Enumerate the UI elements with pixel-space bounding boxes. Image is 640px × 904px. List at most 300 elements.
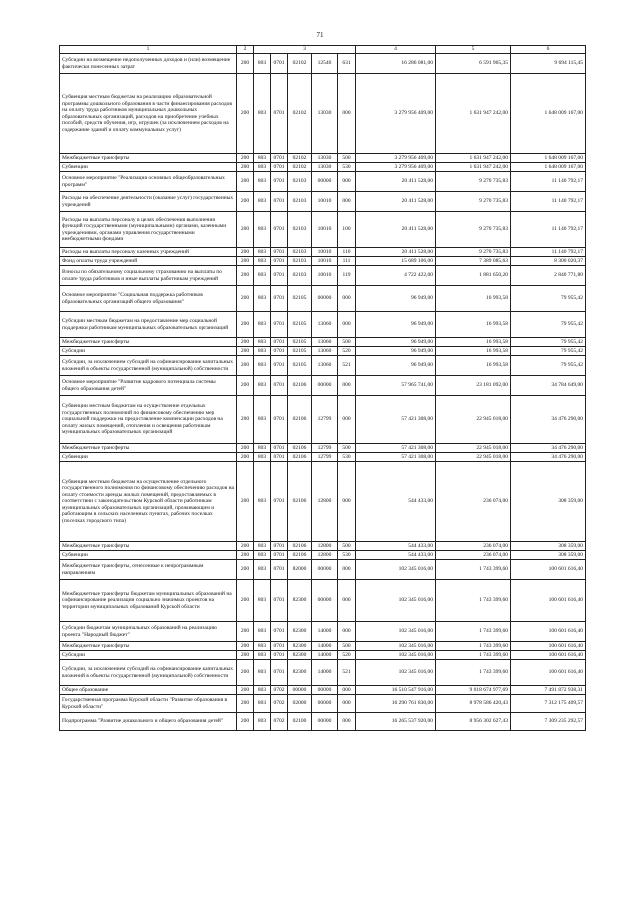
code-cs-a: 02100: [288, 713, 312, 731]
code-cs-b: 12540: [312, 54, 338, 74]
code-cs-a: 02106: [288, 396, 312, 444]
amount-executed: 1 881 650,20: [436, 266, 511, 286]
code-cs-a: 82000: [288, 560, 312, 580]
code-vr: 500: [338, 642, 356, 651]
amount-remaining: 1 648 009 167,00: [511, 154, 586, 163]
code-ved: 803: [254, 686, 271, 695]
amount-executed: 9 270 735,83: [436, 212, 511, 248]
code-ved: 803: [254, 248, 271, 257]
amount-remaining: 7 491 872 938,31: [511, 686, 586, 695]
row-name: Субсидии: [60, 651, 237, 660]
code-cs-a: 02102: [288, 54, 312, 74]
amount-executed: 6 591 965,35: [436, 54, 511, 74]
amount-plan: 544 433,00: [356, 551, 436, 560]
code-vr: 000: [338, 580, 356, 622]
code-gr: 200: [237, 312, 254, 338]
code-cs-b: 00000: [312, 286, 338, 312]
code-ved: 803: [254, 560, 271, 580]
code-vr: 000: [338, 560, 356, 580]
row-name: Межбюджетные трансферты: [60, 444, 237, 453]
code-vr: 000: [338, 286, 356, 312]
code-cs-a: 02106: [288, 444, 312, 453]
table-row: [60, 622, 586, 642]
amount-remaining: 100 601 616,40: [511, 651, 586, 660]
code-vr: 000: [338, 622, 356, 642]
code-vr: 000: [338, 312, 356, 338]
code-cs-b: 13030: [312, 163, 338, 172]
code-vr: 500: [338, 444, 356, 453]
table-row: [60, 347, 586, 356]
amount-executed: 1 631 947 242,00: [436, 74, 511, 154]
table-row: [60, 312, 586, 338]
row-name: Фонд оплаты труда учреждений: [60, 257, 237, 266]
code-vr: 000: [338, 695, 356, 713]
amount-plan: 57 421 308,00: [356, 396, 436, 444]
amount-plan: 102 345 016,00: [356, 642, 436, 651]
amount-executed: 236 074,00: [436, 542, 511, 551]
code-gr: 200: [237, 686, 254, 695]
table-row: [60, 192, 586, 212]
row-name: Межбюджетные трансферты: [60, 642, 237, 651]
amount-executed: 9 270 735,83: [436, 248, 511, 257]
code-cs-b: 13060: [312, 347, 338, 356]
code-rz: 0702: [271, 686, 288, 695]
code-vr: 521: [338, 356, 356, 376]
code-ved: 803: [254, 257, 271, 266]
code-gr: 200: [237, 551, 254, 560]
code-gr: 200: [237, 660, 254, 686]
code-vr: 530: [338, 453, 356, 462]
row-name: Общее образование: [60, 686, 237, 695]
code-gr: 200: [237, 642, 254, 651]
code-gr: 200: [237, 54, 254, 74]
code-cs-a: 82300: [288, 580, 312, 622]
row-name: Субвенция местным бюджетам на осуществление отдельного государственного полномочия по финансовому обеспечению расходов на оплату стоимости аренды жилых помещений, предоставляемых в соответствии с законодательством Курской области работникам муниципальных образовательных организаций, проживающим и работающим в сельских населенных пунктах, рабочих поселках (поселках городского типа): [60, 462, 237, 542]
table-row: [60, 542, 586, 551]
row-name: Подпрограмма "Развитие дошкольного и общего образования детей": [60, 713, 237, 731]
code-cs-a: 02106: [288, 542, 312, 551]
amount-plan: 102 345 016,00: [356, 660, 436, 686]
code-ved: 803: [254, 212, 271, 248]
code-cs-b: 00000: [312, 580, 338, 622]
code-cs-a: 82300: [288, 642, 312, 651]
amount-executed: 23 181 092,00: [436, 376, 511, 396]
code-ved: 803: [254, 376, 271, 396]
code-ved: 803: [254, 453, 271, 462]
code-ved: 803: [254, 338, 271, 347]
table-row: [60, 163, 586, 172]
code-cs-b: 00000: [312, 686, 338, 695]
row-name: Субсидии: [60, 347, 237, 356]
code-cs-a: 02103: [288, 172, 312, 192]
table-row: [60, 713, 586, 731]
row-name: Субвенции местным бюджетам на осуществление отдельных государственных полномочий по финансовому обеспечению мер социальной поддержки на предоставление компенсации расходов на оплату жилых помещений, отопления и освещения работникам муниципальных образовательных организаций: [60, 396, 237, 444]
amount-executed: 9 270 735,83: [436, 172, 511, 192]
amount-remaining: 79 955,42: [511, 338, 586, 347]
amount-executed: 16 993,58: [436, 286, 511, 312]
amount-remaining: 100 601 616,40: [511, 660, 586, 686]
amount-remaining: 7 312 175 409,57: [511, 695, 586, 713]
code-vr: 100: [338, 212, 356, 248]
code-rz: 0701: [271, 248, 288, 257]
amount-plan: 544 433,00: [356, 462, 436, 542]
amount-plan: 96 949,00: [356, 286, 436, 312]
code-vr: 000: [338, 686, 356, 695]
table-row: [60, 642, 586, 651]
amount-plan: 96 949,00: [356, 338, 436, 347]
code-gr: 200: [237, 347, 254, 356]
table-row: [60, 376, 586, 396]
code-rz: 0701: [271, 542, 288, 551]
code-rz: 0701: [271, 453, 288, 462]
code-rz: 0701: [271, 74, 288, 154]
code-cs-b: 10010: [312, 192, 338, 212]
header-row: [60, 46, 586, 54]
code-vr: 000: [338, 396, 356, 444]
amount-remaining: 100 601 616,40: [511, 560, 586, 580]
code-ved: 803: [254, 651, 271, 660]
amount-executed: 1 631 947 242,00: [436, 154, 511, 163]
code-cs-b: 12800: [312, 462, 338, 542]
amount-plan: 57 421 308,00: [356, 444, 436, 453]
amount-executed: 9 018 674 977,69: [436, 686, 511, 695]
code-cs-a: 02103: [288, 212, 312, 248]
code-rz: 0701: [271, 376, 288, 396]
code-cs-b: 12799: [312, 453, 338, 462]
code-gr: 200: [237, 257, 254, 266]
code-rz: 0701: [271, 660, 288, 686]
code-cs-a: 02106: [288, 453, 312, 462]
code-vr: 530: [338, 551, 356, 560]
code-cs-a: 02103: [288, 248, 312, 257]
code-gr: 200: [237, 338, 254, 347]
table-row: [60, 338, 586, 347]
amount-plan: 102 345 016,00: [356, 651, 436, 660]
amount-executed: 16 993,58: [436, 347, 511, 356]
header-col-1: 1: [60, 46, 237, 54]
code-vr: 110: [338, 248, 356, 257]
code-ved: 803: [254, 163, 271, 172]
amount-remaining: 100 601 616,40: [511, 642, 586, 651]
code-rz: 0701: [271, 212, 288, 248]
row-name: Субсидии бюджетам муниципальных образований на реализацию проекта "Народный бюджет": [60, 622, 237, 642]
code-rz: 0701: [271, 642, 288, 651]
code-cs-b: 13030: [312, 154, 338, 163]
amount-remaining: 8 300 020,37: [511, 257, 586, 266]
row-name: Субсидии, за исключением субсидий на софинансирование капитальных вложений в объекты государственной (муниципальной) собственности: [60, 356, 237, 376]
table-row: [60, 74, 586, 154]
code-ved: 803: [254, 462, 271, 542]
code-vr: 000: [338, 376, 356, 396]
code-cs-a: 02105: [288, 312, 312, 338]
amount-executed: 22 945 018,00: [436, 444, 511, 453]
amount-executed: 7 389 085,63: [436, 257, 511, 266]
amount-remaining: 1 648 009 167,00: [511, 163, 586, 172]
code-cs-a: 02105: [288, 338, 312, 347]
code-cs-b: 13060: [312, 356, 338, 376]
row-name: Основное мероприятие "Развитие кадрового потенциала системы общего образования детей": [60, 376, 237, 396]
code-rz: 0701: [271, 192, 288, 212]
table-row: [60, 257, 586, 266]
code-gr: 200: [237, 163, 254, 172]
table-row: [60, 660, 586, 686]
code-cs-a: 02106: [288, 551, 312, 560]
amount-remaining: 34 476 290,00: [511, 453, 586, 462]
code-gr: 200: [237, 542, 254, 551]
amount-executed: 22 945 018,00: [436, 453, 511, 462]
code-rz: 0701: [271, 651, 288, 660]
amount-plan: 96 949,00: [356, 312, 436, 338]
code-gr: 200: [237, 212, 254, 248]
table-row: [60, 462, 586, 542]
budget-table: [59, 45, 586, 731]
row-name: Субвенции: [60, 551, 237, 560]
code-ved: 803: [254, 356, 271, 376]
code-cs-a: 02102: [288, 74, 312, 154]
amount-executed: 236 074,00: [436, 462, 511, 542]
code-vr: 000: [338, 713, 356, 731]
row-name: Расходы на обеспечение деятельности (оказание услуг) государственных учреждений: [60, 192, 237, 212]
code-cs-b: 12800: [312, 551, 338, 560]
code-rz: 0701: [271, 312, 288, 338]
code-cs-b: 10010: [312, 212, 338, 248]
row-name: Субвенции: [60, 453, 237, 462]
amount-plan: 16 290 761 830,00: [356, 695, 436, 713]
code-ved: 803: [254, 312, 271, 338]
code-gr: 200: [237, 356, 254, 376]
row-name: Межбюджетные трансферты: [60, 154, 237, 163]
code-ved: 803: [254, 192, 271, 212]
code-ved: 803: [254, 622, 271, 642]
row-name: Расходы на выплаты персоналу казенных учреждений: [60, 248, 237, 257]
row-name: Основное мероприятие "Реализация основных общеобразовательных программ": [60, 172, 237, 192]
code-rz: 0701: [271, 580, 288, 622]
code-gr: 200: [237, 560, 254, 580]
code-gr: 200: [237, 695, 254, 713]
code-vr: 530: [338, 163, 356, 172]
code-cs-b: 14000: [312, 622, 338, 642]
code-ved: 803: [254, 695, 271, 713]
amount-plan: 3 279 956 409,00: [356, 154, 436, 163]
code-cs-a: 02105: [288, 347, 312, 356]
amount-remaining: 34 476 290,00: [511, 444, 586, 453]
table-row: [60, 651, 586, 660]
amount-plan: 16 286 081,00: [356, 54, 436, 74]
amount-remaining: 34 784 649,00: [511, 376, 586, 396]
code-vr: 521: [338, 660, 356, 686]
code-cs-b: 10010: [312, 266, 338, 286]
code-cs-b: 13030: [312, 74, 338, 154]
code-cs-a: 02000: [288, 695, 312, 713]
code-cs-b: 12799: [312, 444, 338, 453]
amount-plan: 20 411 528,00: [356, 212, 436, 248]
row-name: Государственная программа Курской области "Развитие образования в Курской области": [60, 695, 237, 713]
amount-plan: 544 433,00: [356, 542, 436, 551]
row-name: Межбюджетные трансферты: [60, 542, 237, 551]
amount-plan: 102 345 016,00: [356, 580, 436, 622]
code-vr: 520: [338, 347, 356, 356]
header-col-4: 4: [356, 46, 436, 54]
table-row: [60, 580, 586, 622]
code-vr: 000: [338, 462, 356, 542]
amount-remaining: 100 601 616,40: [511, 622, 586, 642]
code-rz: 0701: [271, 462, 288, 542]
amount-executed: 1 743 399,60: [436, 642, 511, 651]
page-number: 71: [316, 31, 324, 39]
amount-remaining: 100 601 616,40: [511, 580, 586, 622]
code-cs-b: 13060: [312, 312, 338, 338]
code-cs-a: 02102: [288, 154, 312, 163]
code-ved: 803: [254, 54, 271, 74]
amount-remaining: 11 140 792,17: [511, 212, 586, 248]
code-vr: 631: [338, 54, 356, 74]
code-cs-b: 14000: [312, 660, 338, 686]
amount-executed: 1 743 399,60: [436, 560, 511, 580]
row-name: Расходы на выплаты персоналу в целях обеспечения выполнения функций государственными (муниципальными) органами, казенными учреждениями, органами управления государственными внебюджетными фондами: [60, 212, 237, 248]
code-ved: 803: [254, 396, 271, 444]
code-gr: 200: [237, 622, 254, 642]
code-cs-b: 00000: [312, 713, 338, 731]
amount-remaining: 308 359,00: [511, 542, 586, 551]
code-cs-b: 00000: [312, 172, 338, 192]
code-rz: 0701: [271, 266, 288, 286]
amount-remaining: 79 955,42: [511, 312, 586, 338]
amount-remaining: 1 648 009 167,00: [511, 74, 586, 154]
code-cs-a: 02103: [288, 257, 312, 266]
code-ved: 803: [254, 172, 271, 192]
code-ved: 803: [254, 551, 271, 560]
code-vr: 111: [338, 257, 356, 266]
amount-plan: 20 411 528,00: [356, 192, 436, 212]
amount-plan: 20 411 528,00: [356, 248, 436, 257]
code-gr: 200: [237, 396, 254, 444]
code-rz: 0702: [271, 695, 288, 713]
code-cs-a: 00000: [288, 686, 312, 695]
code-cs-b: 14000: [312, 651, 338, 660]
code-gr: 200: [237, 248, 254, 257]
code-cs-a: 82300: [288, 651, 312, 660]
amount-executed: 1 743 399,60: [436, 622, 511, 642]
code-cs-a: 02105: [288, 286, 312, 312]
code-ved: 803: [254, 642, 271, 651]
table-row: [60, 286, 586, 312]
amount-remaining: 308 359,00: [511, 551, 586, 560]
code-cs-b: 12799: [312, 396, 338, 444]
code-cs-a: 02105: [288, 356, 312, 376]
code-cs-b: 10010: [312, 257, 338, 266]
amount-plan: 102 345 016,00: [356, 622, 436, 642]
amount-remaining: 2 840 771,80: [511, 266, 586, 286]
code-cs-a: 02106: [288, 376, 312, 396]
amount-plan: 15 689 106,00: [356, 257, 436, 266]
code-ved: 803: [254, 154, 271, 163]
code-rz: 0701: [271, 338, 288, 347]
code-rz: 0701: [271, 154, 288, 163]
code-cs-b: 12800: [312, 542, 338, 551]
code-vr: 000: [338, 74, 356, 154]
code-vr: 119: [338, 266, 356, 286]
code-cs-a: 02103: [288, 266, 312, 286]
code-gr: 200: [237, 376, 254, 396]
row-name: Субвенция местным бюджетам на реализацию образовательной программы дошкольного образования в части финансирования расходов на оплату труда работников муниципальных дошкольных образовательных организаций, расходов на приобретение учебных пособий, средств обучения, игр, игрушек (за исключением расходов на содержание зданий и оплату коммунальных услуг): [60, 74, 237, 154]
table-row: [60, 444, 586, 453]
amount-executed: 22 945 018,00: [436, 396, 511, 444]
code-ved: 803: [254, 660, 271, 686]
code-cs-a: 02106: [288, 462, 312, 542]
code-gr: 200: [237, 286, 254, 312]
code-ved: 803: [254, 580, 271, 622]
code-rz: 0701: [271, 356, 288, 376]
table-row: [60, 172, 586, 192]
amount-remaining: 34 476 290,00: [511, 396, 586, 444]
code-ved: 803: [254, 266, 271, 286]
amount-plan: 57 421 308,00: [356, 453, 436, 462]
code-gr: 200: [237, 192, 254, 212]
amount-executed: 16 993,58: [436, 338, 511, 347]
code-gr: 200: [237, 713, 254, 731]
amount-remaining: 79 955,42: [511, 286, 586, 312]
code-vr: 500: [338, 154, 356, 163]
amount-plan: 16 510 547 916,00: [356, 686, 436, 695]
code-gr: 200: [237, 462, 254, 542]
header-col-6: 6: [511, 46, 586, 54]
code-rz: 0701: [271, 54, 288, 74]
code-gr: 200: [237, 453, 254, 462]
amount-plan: 4 722 422,00: [356, 266, 436, 286]
code-rz: 0701: [271, 172, 288, 192]
code-rz: 0701: [271, 396, 288, 444]
code-vr: 500: [338, 338, 356, 347]
code-rz: 0702: [271, 713, 288, 731]
code-ved: 803: [254, 74, 271, 154]
amount-executed: 1 631 947 242,00: [436, 163, 511, 172]
row-name: Субсидии местным бюджетам на предоставление мер социальной поддержки работникам муниципальных образовательных организаций: [60, 312, 237, 338]
row-name: Основное мероприятие "Социальная поддержка работников образовательных организаций общего образования": [60, 286, 237, 312]
code-gr: 200: [237, 74, 254, 154]
code-ved: 803: [254, 347, 271, 356]
amount-plan: 3 279 956 409,00: [356, 163, 436, 172]
table-row: [60, 453, 586, 462]
row-name: Межбюджетные трансферты: [60, 338, 237, 347]
amount-plan: 57 965 741,00: [356, 376, 436, 396]
amount-executed: 16 993,58: [436, 312, 511, 338]
header-col-2: 2: [237, 46, 254, 54]
amount-executed: 8 978 586 420,43: [436, 695, 511, 713]
amount-plan: 96 949,00: [356, 347, 436, 356]
amount-plan: 102 345 016,00: [356, 560, 436, 580]
code-cs-b: 13060: [312, 338, 338, 347]
row-name: Субсидии на возмещение недополученных доходов и (или) возмещение фактически понесенных затрат: [60, 54, 237, 74]
amount-executed: 8 956 302 627,43: [436, 713, 511, 731]
code-cs-b: 00000: [312, 695, 338, 713]
code-cs-a: 02102: [288, 163, 312, 172]
code-ved: 803: [254, 713, 271, 731]
table-row: [60, 356, 586, 376]
row-name: Взносы по обязательному социальному страхованию на выплаты по оплате труда работников и иные выплаты работникам учреждений: [60, 266, 237, 286]
amount-remaining: 11 140 792,17: [511, 172, 586, 192]
code-cs-b: 10010: [312, 248, 338, 257]
amount-plan: 20 411 528,00: [356, 172, 436, 192]
table-row: [60, 248, 586, 257]
amount-executed: 1 743 399,60: [436, 580, 511, 622]
header-col-5: 5: [436, 46, 511, 54]
table-row: [60, 695, 586, 713]
amount-executed: 16 993,58: [436, 356, 511, 376]
row-name: Межбюджетные трансферты, отнесенные к непрограммным направлениям: [60, 560, 237, 580]
code-gr: 200: [237, 444, 254, 453]
code-rz: 0701: [271, 163, 288, 172]
code-rz: 0701: [271, 560, 288, 580]
